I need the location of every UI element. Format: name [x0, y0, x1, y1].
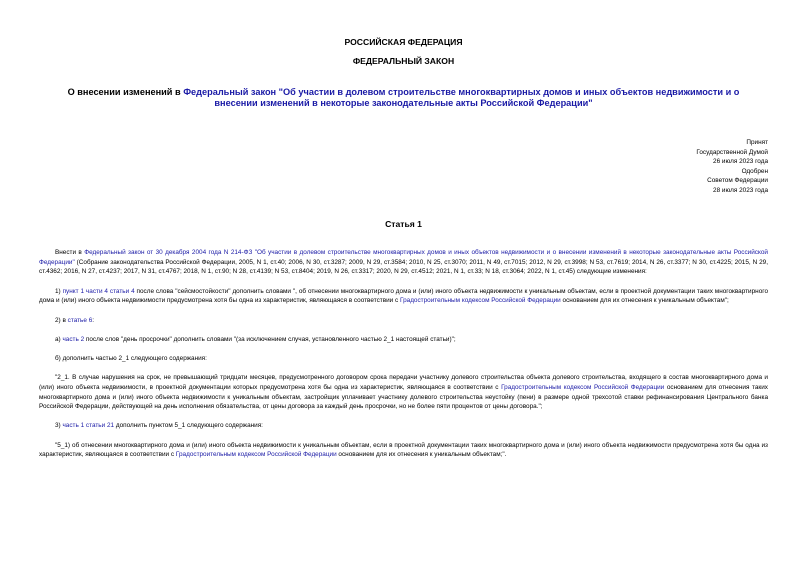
article-4-link[interactable]: пункт 1 части 4 статьи 4 [62, 287, 135, 295]
paragraph-item-2a [39, 335, 768, 345]
text-run: основанием для их отнесения к уникальным объектам;". [336, 451, 507, 459]
text-run: 2) в [55, 316, 68, 324]
paragraph-item-3 [39, 421, 768, 431]
federal-law-link[interactable]: Федеральный закон от 30 декабря 2004 года N 214-ФЗ "Об участии в долевом строительстве многоквартирных домов и иных объектов недвижимости и о внесении изменений в некоторые законодательные акты Российской Федерации" [39, 249, 768, 266]
paragraph-item-2b: б) дополнить частью 2_1 следующего содержания: [55, 354, 207, 362]
document-type-heading: ФЕДЕРАЛЬНЫЙ ЗАКОН [352, 56, 455, 66]
article-body [39, 248, 768, 460]
text-run: основанием для отнесения таких многоквартирного дома и (или) иного объекта недвижимости к уникальным объектам, застройщик уплачивает участнику долевого строительства неустойку (пени) в размере одной трехсотой ставки рефинансирования Центрального банка Российской Федерации, действующей на день исполнения обязательства, от цены договора за каждый день просрочки, но не более пяти процентов от цены договора."; [39, 383, 768, 411]
article-21-link[interactable]: часть 1 статьи 21 [62, 422, 115, 430]
text-run: основанием для их отнесения к уникальным объектам"; [560, 297, 729, 305]
title-prefix: О внесении изменений в [67, 87, 184, 97]
paragraph-item-1 [39, 287, 768, 306]
text-run: (Собрание законодательства Российской Федерации, 2005, N 1, ст.40; 2006, N 30, ст.3287; 2009, N 29, ст.3584; 2010, N 25, ст.3070; 2011, N 49, ст.7015; 2012, N 29, ст.3998; N 53, ст.7619; 2014, N 26, ст.3377; N 30, ст.4225; 2015, N 29, ст.4362; 2016, N 27, ст.4237; 2017, N 31, ст.4767; 2018, N 1, ст.90; N 28, ст.4139; N 53, ст.8404; 2019, N 26, ст.3317; 2020, N 29, ст.4512; 2021, N 1, ст.33; N 18, ст.3064; 2022, N 1, ст.45) следующие изменения: [39, 258, 768, 276]
approved-by: Советом Федерации [707, 177, 768, 185]
text-run: 1) [55, 287, 63, 295]
part-2-link[interactable]: часть 2 [62, 335, 85, 343]
text-run: : [92, 316, 95, 324]
paragraph-item-2 [39, 316, 768, 326]
urban-code-link[interactable]: Градостроительным кодексом Российской Федерации [399, 297, 561, 305]
approved-date: 28 июля 2023 года [713, 186, 768, 194]
paragraph-point-5-1 [39, 441, 768, 460]
text-run: дополнить пунктом 5_1 следующего содержания: [114, 422, 263, 430]
article-heading: Статья 1 [385, 219, 422, 229]
paragraph-intro [39, 248, 768, 277]
text-run: а) [55, 335, 63, 343]
adopted-date: 26 июля 2023 года [713, 158, 768, 166]
law-title [60, 87, 747, 109]
adopted-by: Государственной Думой [696, 148, 768, 156]
text-run: после слова "сейсмостойкости" дополнить словами ", об отнесении многоквартирного дома и (или) иного объекта недвижимости к уникальным объектам, если в проектной документации таких многоквартирного дома и (или) иного объекта недвижимости предусмотрена хотя бы одна из характеристик, являющаяся в соответствии с [39, 287, 768, 305]
adopted-label: Принят [746, 139, 768, 146]
text-run: "2_1. В случае нарушения на срок, не превышающий тридцати месяцев, предусмотренного договором срока передачи участнику долевого строительства объекта долевого строительства, входящего в состав многоквартирного дома и (или) иного объекта недвижимости, в проектной документации которых предусмотрена хотя бы одна из характеристик, являющаяся в соответствии с [39, 374, 768, 391]
urban-code-link[interactable]: Градостроительным кодексом Российской Федерации [501, 383, 665, 391]
paragraph-part-2-1 [39, 373, 768, 412]
text-run: "5_1) об отнесении многоквартирного дома и (или) иного объекта недвижимости к уникальным объектам, если в проектной документации таких многоквартирного дома и (или) иного объекта недвижимости предусмотрена хотя бы одна из характеристик, являющаяся в соответствии с [39, 441, 768, 459]
urban-code-link[interactable]: Градостроительным кодексом Российской Федерации [175, 451, 337, 459]
country-heading: РОССИЙСКАЯ ФЕДЕРАЦИЯ [344, 37, 463, 47]
title-law-link[interactable]: Федеральный закон "Об участии в долевом строительстве многоквартирных домов и иных объектов недвижимости и о внесении изменений в некоторые законодательные акты Российской Федерации" [183, 87, 740, 108]
approved-label: Одобрен [741, 167, 768, 175]
text-run: 3) [55, 422, 63, 430]
text-run: после слов "день просрочки" дополнить словами "(за исключением случая, установленного частью 2_1 настоящей статьи)"; [84, 335, 456, 343]
text-run: Внести в [55, 249, 85, 256]
adoption-block [548, 138, 768, 196]
article-6-link[interactable]: статье 6 [67, 316, 93, 324]
